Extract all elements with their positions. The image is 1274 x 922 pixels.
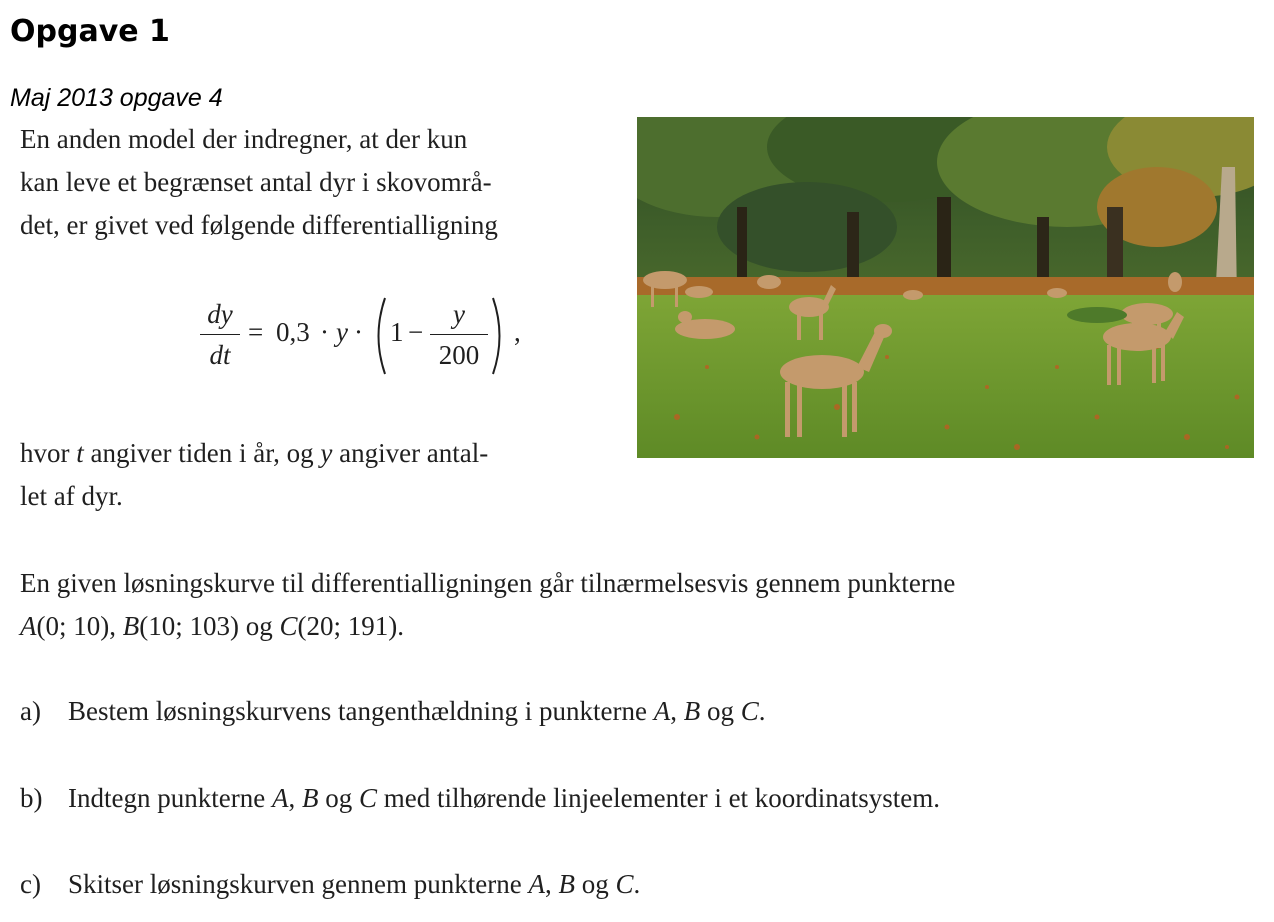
- left-paren-icon: [370, 296, 388, 376]
- minus-sign: −: [408, 317, 424, 347]
- inner-denominator: 200: [438, 340, 480, 370]
- variable-description: [20, 432, 620, 518]
- question-c: c) Skitser løsningskurven gennem punkterne A, B og C.: [20, 863, 640, 906]
- description-line: let af dyr.: [20, 481, 123, 511]
- question-label: b): [20, 783, 43, 813]
- dot-operator: ·: [320, 317, 329, 347]
- question-b: b) Indtegn punkterne A, B og C med tilhørende linjeelementer i et koordinatsystem.: [20, 777, 940, 820]
- dot-operator: ·: [354, 317, 363, 347]
- symbol-y: y: [320, 438, 333, 468]
- intro-paragraph: [20, 118, 620, 247]
- variable-y: y: [336, 317, 348, 347]
- coefficient: 0,3: [276, 317, 310, 347]
- intro-line: kan leve et begrænset antal dyr i skovområ-: [20, 167, 492, 197]
- inner-fraction: [430, 298, 488, 371]
- question-label: c): [20, 869, 41, 899]
- paragraph-line: En given løsningskurve til differentialligningen går tilnærmelsesvis gennem punkterne: [20, 568, 956, 598]
- equals-sign: =: [248, 317, 264, 347]
- right-paren-icon: [490, 296, 508, 376]
- page-subtitle: Maj 2013 opgave 4: [10, 84, 223, 112]
- differential-equation: [200, 296, 540, 376]
- symbol-t: t: [76, 438, 84, 468]
- one: 1: [390, 317, 404, 347]
- lhs-fraction: [200, 298, 240, 371]
- lhs-denominator: dt: [209, 340, 231, 370]
- solution-curve-paragraph: [20, 562, 1260, 648]
- lhs-numerator: dy: [207, 299, 233, 329]
- description-line: hvor t angiver tiden i år, og y angiver antal-: [20, 438, 489, 468]
- inner-numerator: y: [453, 299, 465, 329]
- trailing-comma: ,: [514, 317, 521, 347]
- intro-line: En anden model der indregner, at der kun: [20, 124, 468, 154]
- page-title: Opgave 1: [10, 14, 170, 49]
- point-b-label: B: [122, 611, 140, 641]
- points-line: A(0; 10), B(10; 103) og C(20; 191).: [20, 611, 404, 641]
- deer-photo-illustration: [637, 117, 1254, 458]
- point-c-label: C: [279, 611, 298, 641]
- intro-line: det, er givet ved følgende differentialligning: [20, 210, 498, 240]
- deer-forest-photo: [637, 117, 1254, 458]
- point-a-label: A: [20, 611, 37, 641]
- question-a: a) Bestem løsningskurvens tangenthældning i punkterne A, B og C.: [20, 690, 765, 733]
- question-label: a): [20, 696, 41, 726]
